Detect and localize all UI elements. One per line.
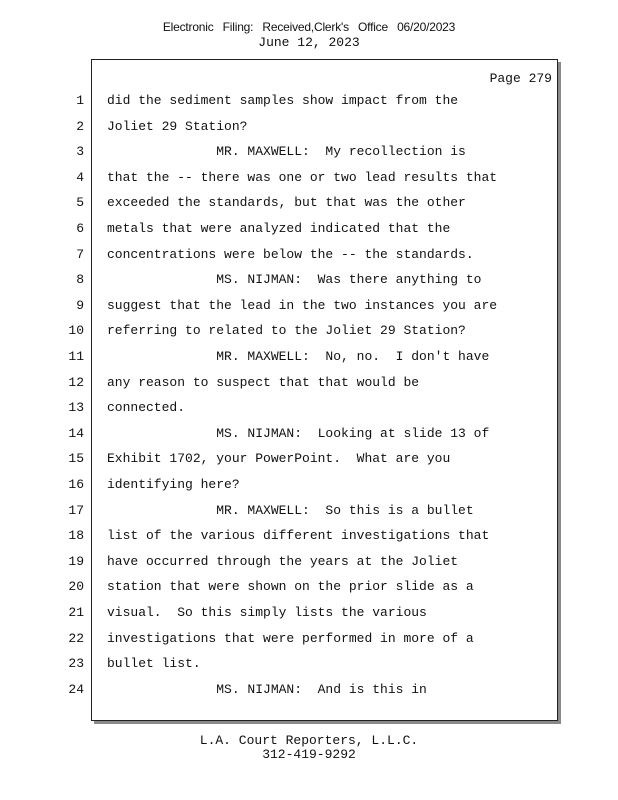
line-number: 15 (68, 451, 84, 467)
line-text: MS. NIJMAN: Looking at slide 13 of (107, 425, 490, 441)
line-text: investigations that were performed in more of a (107, 630, 474, 646)
reporter-phone: 312-419-9292 (262, 747, 356, 762)
transcript-line (0, 451, 560, 471)
line-text: MR. MAXWELL: So this is a bullet (107, 502, 474, 518)
line-text: metals that were analyzed indicated that the (107, 221, 451, 236)
line-text: visual. So this simply lists the various (107, 605, 427, 620)
filing-stamp: Electronic Filing: Received,Clerk's Office 06/20/2023 (162, 20, 456, 34)
transcript-line (0, 349, 560, 369)
line-text: Joliet 29 Station? (107, 118, 248, 134)
line-text: did the sediment samples show impact from the (107, 93, 459, 108)
transcript-line (0, 631, 560, 651)
transcript-line (0, 221, 560, 241)
transcript-line (0, 554, 560, 574)
transcript-line (0, 426, 560, 446)
line-number: 21 (68, 605, 84, 620)
line-text: MR. MAXWELL: No, no. I don't have (107, 349, 490, 364)
line-number: 13 (68, 400, 84, 416)
line-text: exceeded the standards, but that was the other (107, 195, 466, 211)
line-text: connected. (107, 400, 186, 416)
page-number: Page 279 (489, 71, 552, 86)
line-text: station that were shown on the prior slide as a (107, 579, 474, 595)
transcript-line (0, 170, 560, 190)
line-text: concentrations were below the -- the standards. (107, 246, 474, 262)
line-text: identifying here? (107, 477, 240, 492)
line-number: 9 (76, 297, 84, 313)
transcript-line (0, 528, 560, 548)
line-number: 10 (68, 323, 84, 339)
line-text: MS. NIJMAN: Was there anything to (107, 272, 482, 288)
transcript-line (0, 605, 560, 625)
transcript-line (0, 195, 560, 215)
transcript-line (0, 682, 560, 702)
line-number: 17 (68, 502, 84, 518)
line-text: have occurred through the years at the Joliet (107, 553, 459, 569)
transcript-line (0, 144, 560, 164)
line-text: MR. MAXWELL: My recollection is (107, 144, 466, 160)
transcript-line (0, 93, 560, 113)
line-number: 3 (76, 144, 84, 160)
line-text: any reason to suspect that that would be (107, 374, 420, 390)
line-number: 19 (68, 553, 84, 569)
line-text: list of the various different investigations that (107, 528, 490, 544)
line-number: 7 (76, 246, 84, 262)
line-text: Exhibit 1702, your PowerPoint. What are you (107, 451, 451, 467)
transcript-line (0, 272, 560, 292)
transcript-line (0, 656, 560, 676)
line-number: 6 (76, 221, 84, 236)
line-number: 5 (76, 195, 84, 211)
reporter-company: L.A. Court Reporters, L.L.C. (199, 733, 419, 748)
transcript-line (0, 503, 560, 523)
line-text: referring to related to the Joliet 29 Station? (107, 323, 466, 339)
line-number: 2 (76, 118, 84, 134)
line-number: 4 (76, 169, 84, 185)
line-number: 8 (76, 272, 84, 288)
transcript-line (0, 375, 560, 395)
line-number: 18 (68, 528, 84, 544)
line-number: 14 (68, 425, 84, 441)
line-number: 12 (68, 374, 84, 390)
transcript-line (0, 119, 560, 139)
line-number: 11 (68, 349, 84, 364)
transcript-line (0, 298, 560, 318)
line-text: MS. NIJMAN: And is this in (107, 681, 427, 697)
transcript-line (0, 247, 560, 267)
line-text: bullet list. (107, 656, 201, 672)
line-number: 24 (68, 681, 84, 697)
line-number: 22 (68, 630, 84, 646)
transcript-line (0, 477, 560, 497)
line-number: 23 (68, 656, 84, 672)
transcript-line (0, 579, 560, 599)
line-text: that the -- there was one or two lead results that (107, 169, 498, 185)
line-text: suggest that the lead in the two instances you are (107, 297, 498, 313)
transcript-date: June 12, 2023 (258, 35, 360, 50)
line-number: 1 (76, 93, 84, 108)
line-number: 16 (68, 477, 84, 492)
transcript-line (0, 400, 560, 420)
transcript-line (0, 323, 560, 343)
line-number: 20 (68, 579, 84, 595)
